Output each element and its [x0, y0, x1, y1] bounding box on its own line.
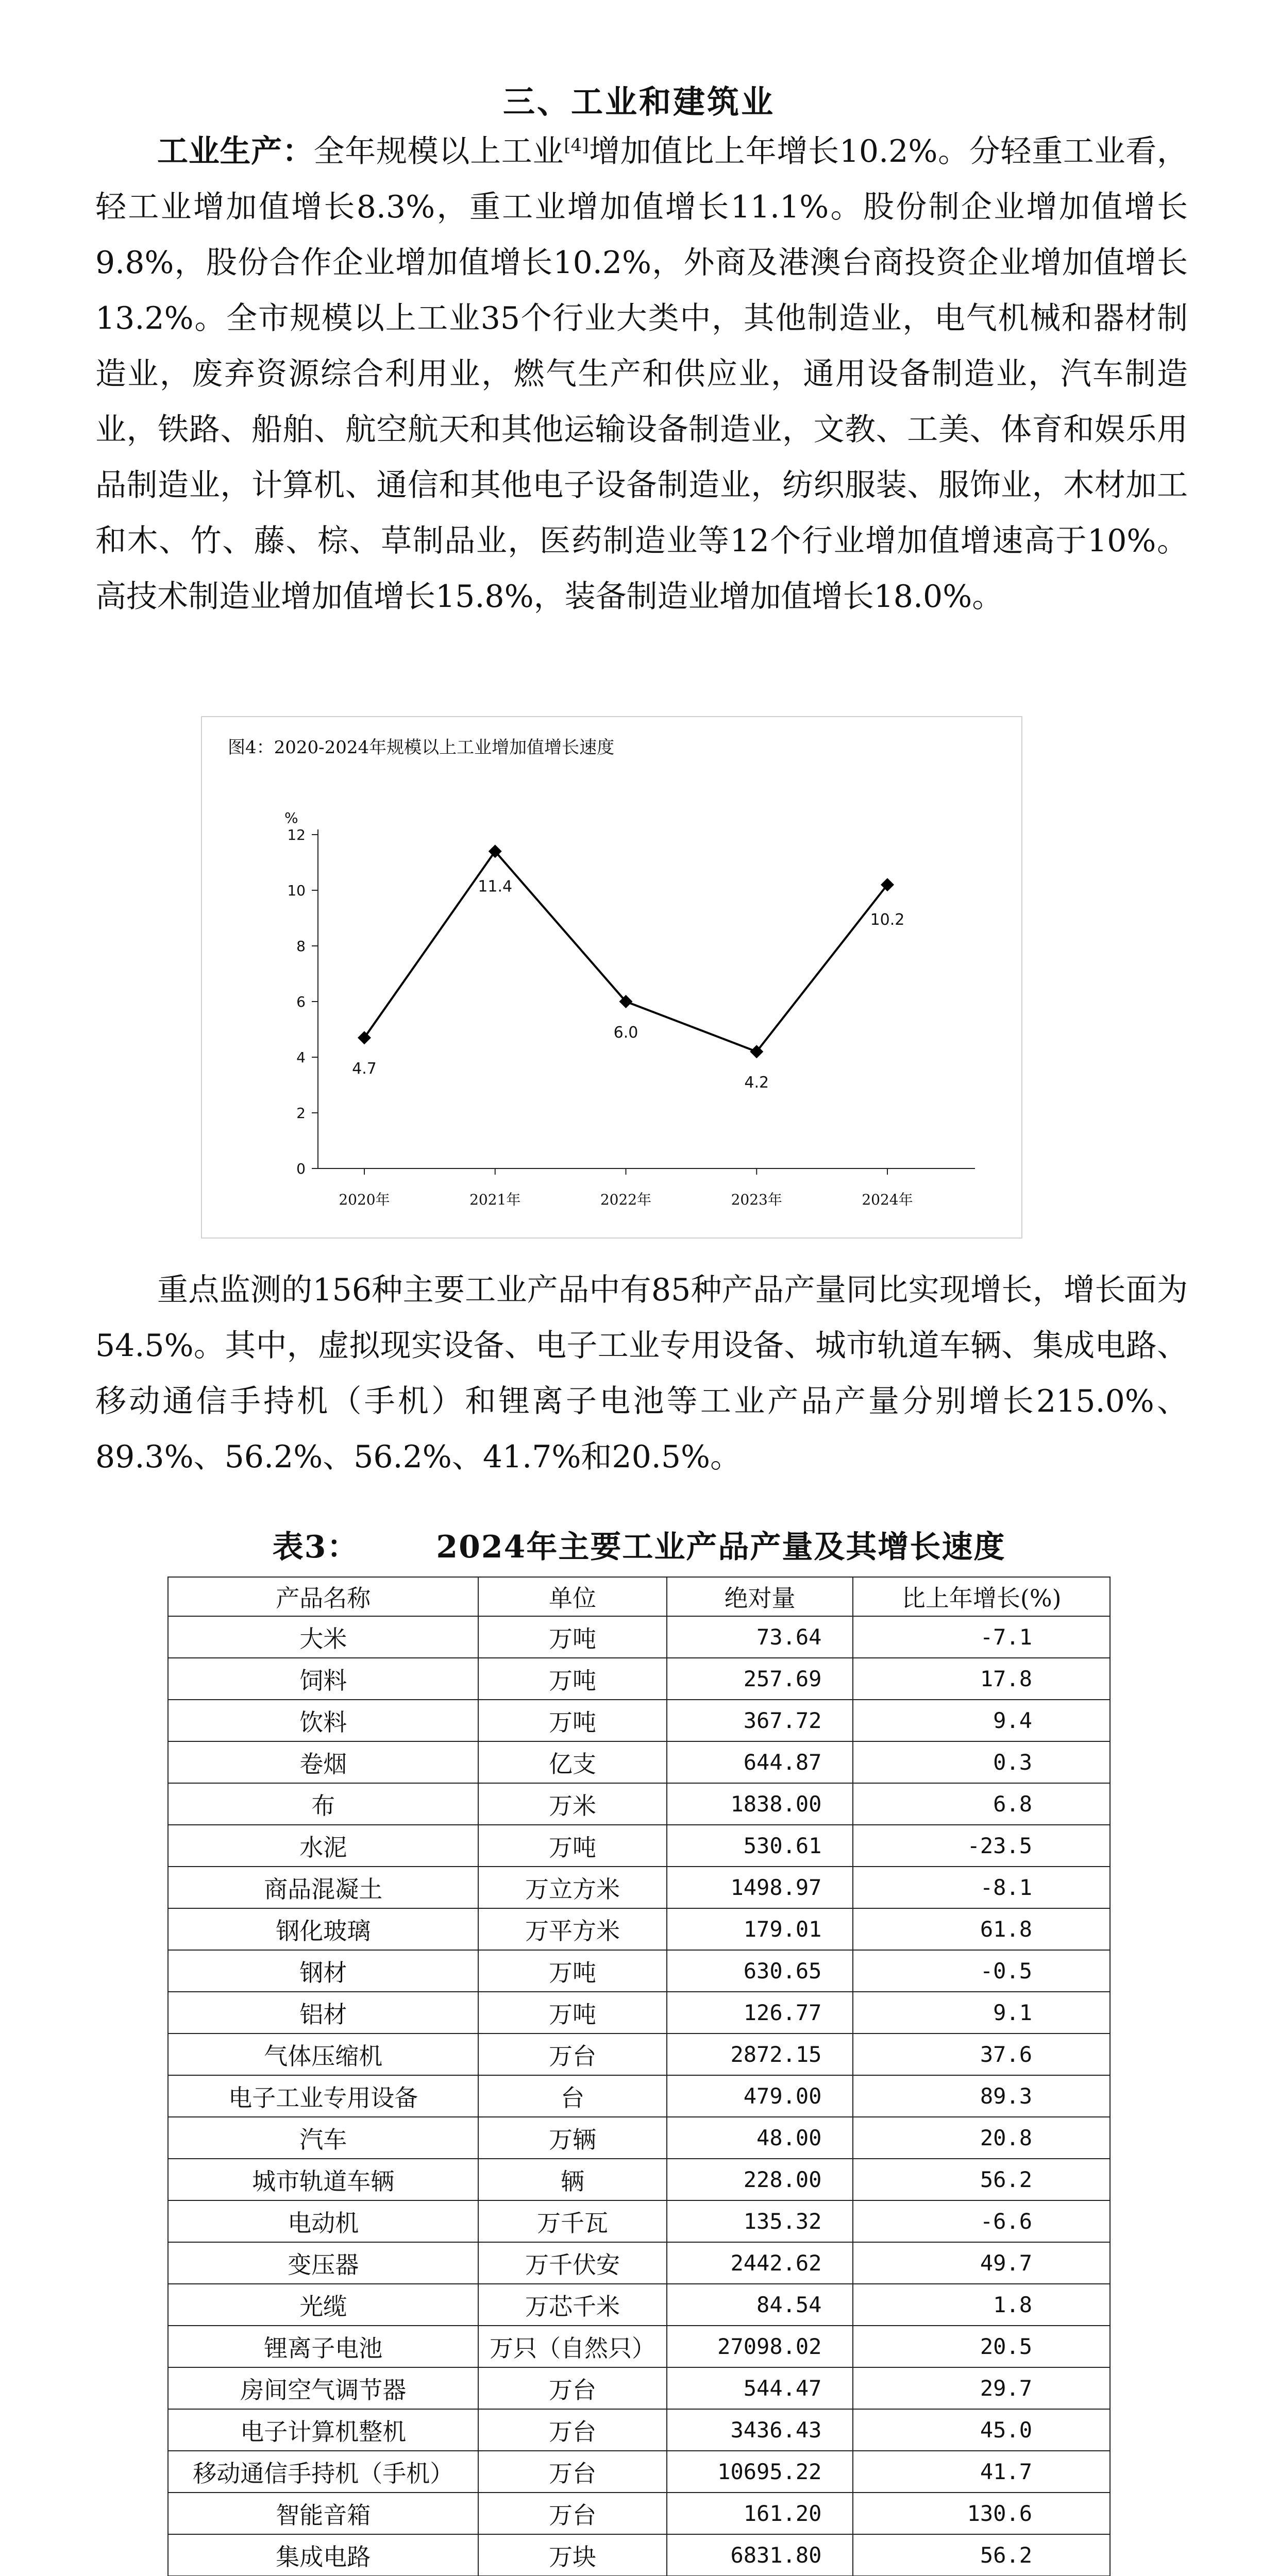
y-tick-label: 0 [296, 1160, 306, 1177]
y-tick-label: 12 [287, 826, 306, 843]
cell-growth-rate: -7.1 [853, 1616, 1110, 1658]
cell-absolute-value: 48.00 [667, 2117, 853, 2159]
x-tick-label: 2022年 [600, 1191, 652, 1208]
cell-unit: 万吨 [478, 1700, 666, 1741]
cell-absolute-value: 257.69 [667, 1658, 853, 1700]
cell-product-name: 钢材 [168, 1950, 478, 1992]
cell-absolute-value: 544.47 [667, 2367, 853, 2409]
y-axis-unit-label: % [284, 809, 298, 826]
chart-figure [201, 716, 1022, 1239]
cell-growth-rate: 49.7 [853, 2242, 1110, 2284]
cell-product-name: 城市轨道车辆 [168, 2159, 478, 2200]
cell-unit: 台 [478, 2075, 666, 2117]
cell-product-name: 电子计算机整机 [168, 2409, 478, 2451]
cell-unit: 万台 [478, 2033, 666, 2075]
cell-unit: 万块 [478, 2534, 666, 2576]
cell-unit: 万吨 [478, 1658, 666, 1700]
x-tick-label: 2021年 [469, 1191, 521, 1208]
table-row [168, 2367, 1110, 2409]
cell-absolute-value: 2872.15 [667, 2033, 853, 2075]
table-row [168, 2200, 1110, 2242]
cell-unit: 万吨 [478, 1950, 666, 1992]
cell-product-name: 商品混凝土 [168, 1867, 478, 1908]
cell-growth-rate: 89.3 [853, 2075, 1110, 2117]
footnote-marker: [4] [564, 135, 589, 156]
cell-unit: 万台 [478, 2451, 666, 2493]
cell-product-name: 集成电路 [168, 2534, 478, 2576]
data-value-label: 6.0 [613, 1024, 638, 1042]
header-absolute-value: 绝对量 [667, 1577, 853, 1616]
cell-growth-rate: -6.6 [853, 2200, 1110, 2242]
table-row [168, 1616, 1110, 1658]
header-unit: 单位 [478, 1577, 666, 1616]
data-point-marker [358, 1031, 371, 1044]
table-row [168, 1867, 1110, 1908]
cell-absolute-value: 126.77 [667, 1992, 853, 2033]
cell-product-name: 汽车 [168, 2117, 478, 2159]
cell-unit: 万吨 [478, 1992, 666, 2033]
cell-unit: 万只（自然只） [478, 2326, 666, 2367]
table-caption-title: 2024年主要工业产品产量及其增长速度 [436, 1529, 1006, 1565]
cell-growth-rate: 41.7 [853, 2451, 1110, 2493]
cell-product-name: 卷烟 [168, 1741, 478, 1783]
cell-absolute-value: 135.32 [667, 2200, 853, 2242]
table-row [168, 1658, 1110, 1700]
cell-growth-rate: -8.1 [853, 1867, 1110, 1908]
x-tick-label: 2023年 [731, 1191, 782, 1208]
cell-absolute-value: 27098.02 [667, 2326, 853, 2367]
cell-growth-rate: 56.2 [853, 2159, 1110, 2200]
cell-absolute-value: 1498.97 [667, 1867, 853, 1908]
cell-product-name: 大米 [168, 1616, 478, 1658]
cell-absolute-value: 228.00 [667, 2159, 853, 2200]
cell-unit: 万立方米 [478, 1867, 666, 1908]
cell-unit: 万千瓦 [478, 2200, 666, 2242]
y-tick-label: 4 [296, 1049, 306, 1066]
table-caption [0, 1522, 1278, 1567]
cell-growth-rate: 56.2 [853, 2534, 1110, 2576]
cell-absolute-value: 2442.62 [667, 2242, 853, 2284]
cell-product-name: 饮料 [168, 1700, 478, 1741]
cell-unit: 亿支 [478, 1741, 666, 1783]
table-row [168, 2409, 1110, 2451]
cell-unit: 辆 [478, 2159, 666, 2200]
data-value-label: 11.4 [478, 877, 513, 896]
cell-growth-rate: 17.8 [853, 1658, 1110, 1700]
cell-absolute-value: 10695.22 [667, 2451, 853, 2493]
table-row [168, 2242, 1110, 2284]
table-row [168, 1825, 1110, 1867]
cell-growth-rate: 130.6 [853, 2493, 1110, 2534]
cell-product-name: 气体压缩机 [168, 2033, 478, 2075]
table-row [168, 2326, 1110, 2367]
cell-product-name: 房间空气调节器 [168, 2367, 478, 2409]
x-tick-label: 2020年 [339, 1191, 390, 1208]
data-value-label: 10.2 [870, 911, 905, 929]
cell-unit: 万平方米 [478, 1908, 666, 1950]
cell-product-name: 钢化玻璃 [168, 1908, 478, 1950]
table-row [168, 2284, 1110, 2326]
cell-product-name: 布 [168, 1783, 478, 1825]
table-row [168, 1741, 1110, 1783]
table-row [168, 1992, 1110, 2033]
cell-growth-rate: 20.5 [853, 2326, 1110, 2367]
cell-absolute-value: 644.87 [667, 1741, 853, 1783]
cell-growth-rate: -23.5 [853, 1825, 1110, 1867]
chart-title: 图4：2020-2024年规模以上工业增加值增长速度 [228, 737, 615, 758]
x-tick-label: 2024年 [862, 1191, 913, 1208]
cell-unit: 万米 [478, 1783, 666, 1825]
y-tick-label: 6 [296, 993, 306, 1010]
cell-unit: 万千伏安 [478, 2242, 666, 2284]
cell-unit: 万吨 [478, 1825, 666, 1867]
cell-product-name: 饲料 [168, 1658, 478, 1700]
table-row [168, 2033, 1110, 2075]
cell-product-name: 锂离子电池 [168, 2326, 478, 2367]
cell-growth-rate: 9.1 [853, 1992, 1110, 2033]
cell-product-name: 铝材 [168, 1992, 478, 2033]
cell-growth-rate: 29.7 [853, 2367, 1110, 2409]
cell-product-name: 水泥 [168, 1825, 478, 1867]
cell-growth-rate: 61.8 [853, 1908, 1110, 1950]
x-axis [318, 1168, 975, 1208]
cell-unit: 万台 [478, 2493, 666, 2534]
table-row [168, 2117, 1110, 2159]
cell-growth-rate: 0.3 [853, 1741, 1110, 1783]
table-row [168, 1783, 1110, 1825]
cell-absolute-value: 161.20 [667, 2493, 853, 2534]
table-row [168, 2159, 1110, 2200]
y-tick-label: 10 [287, 882, 306, 899]
cell-product-name: 电子工业专用设备 [168, 2075, 478, 2117]
table-row [168, 1950, 1110, 1992]
data-series [352, 844, 904, 1092]
table-header-row [168, 1577, 1110, 1616]
table-row [168, 2493, 1110, 2534]
cell-unit: 万台 [478, 2367, 666, 2409]
industry-production-text-b: 增加值比上年增长10.2%。分轻重工业看，轻工业增加值增长8.3%，重工业增加值增长11.1%。股份制企业增加值增长9.8%，股份合作企业增加值增长10.2%，外商及港澳台商投资企业增加值增长13.2%。全市规模以上工业35个行业大类中，其他制造业，电气机械和器材制造业，废弃资源综合利用业，燃气生产和供应业，通用设备制造业，汽车制造业，铁路、船舶、航空航天和其他运输设备制造业，文教、工美、体育和娱乐用品制造业，计算机、通信和其他电子设备制造业，纺织服装、服饰业，木材加工和木、竹、藤、棕、草制品业，医药制造业等12个行业增加值增速高于10%。高技术制造业增加值增长15.8%，装备制造业增加值增长18.0%。 [95, 133, 1188, 615]
cell-growth-rate: -0.5 [853, 1950, 1110, 1992]
cell-absolute-value: 630.65 [667, 1950, 853, 1992]
industrial-products-table [167, 1577, 1111, 2576]
table-caption-label: 表3： [272, 1529, 359, 1565]
table-row [168, 2075, 1110, 2117]
cell-unit: 万吨 [478, 1616, 666, 1658]
cell-absolute-value: 479.00 [667, 2075, 853, 2117]
cell-unit: 万辆 [478, 2117, 666, 2159]
table-row [168, 1908, 1110, 1950]
header-growth-rate: 比上年增长(%) [853, 1577, 1110, 1616]
cell-product-name: 智能音箱 [168, 2493, 478, 2534]
table-body [168, 1616, 1110, 2576]
cell-growth-rate: 6.8 [853, 1783, 1110, 1825]
data-value-label: 4.7 [352, 1060, 377, 1078]
cell-growth-rate: 45.0 [853, 2409, 1110, 2451]
line-chart [202, 717, 1021, 1238]
cell-product-name: 移动通信手持机（手机） [168, 2451, 478, 2493]
header-product-name: 产品名称 [168, 1577, 478, 1616]
cell-growth-rate: 20.8 [853, 2117, 1110, 2159]
cell-product-name: 电动机 [168, 2200, 478, 2242]
cell-absolute-value: 6831.80 [667, 2534, 853, 2576]
cell-growth-rate: 37.6 [853, 2033, 1110, 2075]
y-tick-label: 2 [296, 1105, 306, 1122]
cell-absolute-value: 3436.43 [667, 2409, 853, 2451]
industry-production-paragraph [95, 124, 1188, 624]
industrial-products-paragraph: 重点监测的156种主要工业产品中有85种产品产量同比实现增长，增长面为54.5%。其中，虚拟现实设备、电子工业专用设备、城市轨道车辆、集成电路、移动通信手持机（手机）和锂离子电池等工业产品产量分别增长215.0%、89.3%、56.2%、56.2%、41.7%和20.5%。 [95, 1272, 1188, 1475]
table-row [168, 1700, 1110, 1741]
cell-unit: 万台 [478, 2409, 666, 2451]
cell-product-name: 光缆 [168, 2284, 478, 2326]
cell-product-name: 变压器 [168, 2242, 478, 2284]
table-row [168, 2451, 1110, 2493]
cell-absolute-value: 530.61 [667, 1825, 853, 1867]
data-value-label: 4.2 [744, 1074, 769, 1092]
cell-absolute-value: 367.72 [667, 1700, 853, 1741]
cell-growth-rate: 9.4 [853, 1700, 1110, 1741]
industry-production-text-a: 全年规模以上工业 [313, 133, 564, 170]
cell-absolute-value: 84.54 [667, 2284, 853, 2326]
section-title: 三、工业和建筑业 [502, 83, 775, 121]
cell-absolute-value: 73.64 [667, 1616, 853, 1658]
y-tick-label: 8 [296, 938, 306, 955]
cell-growth-rate: 1.8 [853, 2284, 1110, 2326]
cell-unit: 万芯千米 [478, 2284, 666, 2326]
table-row [168, 2534, 1110, 2576]
series-line [364, 851, 887, 1052]
cell-absolute-value: 1838.00 [667, 1783, 853, 1825]
cell-absolute-value: 179.01 [667, 1908, 853, 1950]
industry-production-lead: 工业生产： [157, 133, 314, 170]
y-axis [287, 826, 318, 1177]
